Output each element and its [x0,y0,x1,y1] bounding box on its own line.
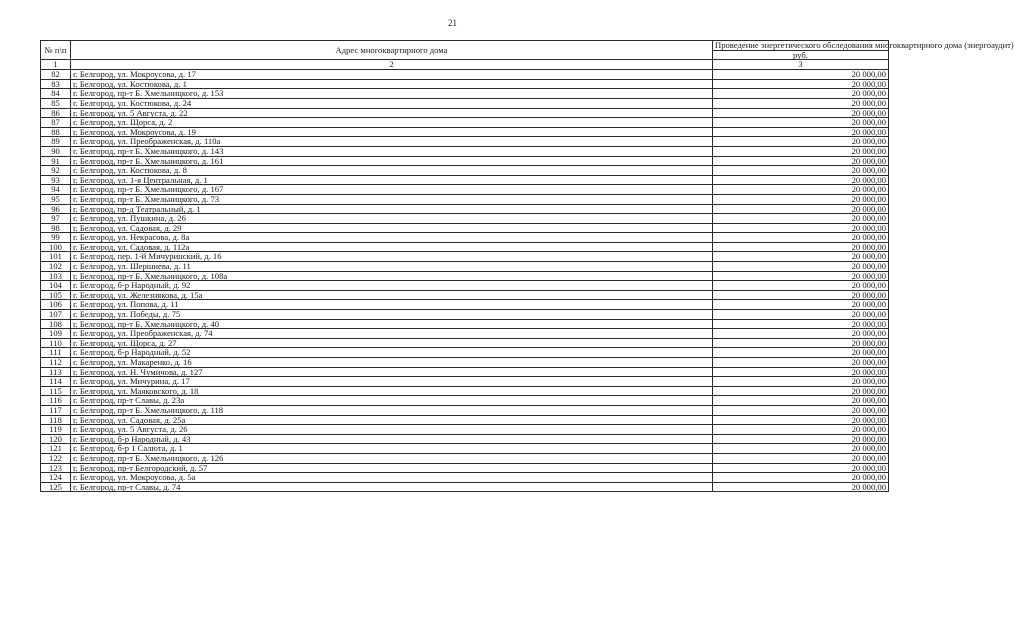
row-number: 102 [41,262,71,272]
row-address: г. Белгород, ул. Мичурина, д. 17 [71,377,713,387]
row-number: 97 [41,214,71,224]
row-number: 88 [41,127,71,137]
row-address: г. Белгород, ул. Пушкина, д. 26 [71,214,713,224]
row-address: г. Белгород, ул. Мокроусова, д. 19 [71,127,713,137]
table-row [41,377,889,387]
row-value: 20 000,00 [713,425,889,435]
row-address: г. Белгород, б-р Народный, д. 52 [71,348,713,358]
row-number: 105 [41,290,71,300]
header-address: Адрес многоквартирного дома [71,41,713,60]
buildings-table [40,40,1014,492]
row-address: г. Белгород, пр-т Б. Хмельницкого, д. 108а [71,271,713,281]
row-address: г. Белгород, ул. Макаренко, д. 16 [71,358,713,368]
row-value: 20 000,00 [713,252,889,262]
row-value: 20 000,00 [713,300,889,310]
row-address: г. Белгород, б-р Народный, д. 92 [71,281,713,291]
row-number: 124 [41,473,71,483]
row-address: г. Белгород, б-р Народный, д. 43 [71,434,713,444]
row-value: 20 000,00 [713,79,889,89]
row-value: 20 000,00 [713,415,889,425]
row-address: г. Белгород, пр-т Б. Хмельницкого, д. 40 [71,319,713,329]
row-number: 84 [41,89,71,99]
table-row [41,281,889,291]
row-number: 117 [41,405,71,415]
row-address: г. Белгород, ул. Мокроусова, д. 5а [71,473,713,483]
row-value: 20 000,00 [713,271,889,281]
row-address: г. Белгород, ул. Мокроусова, д. 17 [71,70,713,80]
column-index-row [41,60,889,70]
row-address: г. Белгород, пр-т Б. Хмельницкого, д. 73 [71,194,713,204]
row-address: г. Белгород, пр-т Славы, д. 74 [71,482,713,492]
row-address: г. Белгород, ул. Преображенская, д. 74 [71,329,713,339]
row-address: г. Белгород, б-р 1 Салюта, д. 1 [71,444,713,454]
table-row [41,453,889,463]
row-address: г. Белгород, ул. Попова, д. 11 [71,300,713,310]
row-number: 109 [41,329,71,339]
row-number: 82 [41,70,71,80]
table-row [41,358,889,368]
row-address: г. Белгород, пр-т Б. Хмельницкого, д. 161 [71,156,713,166]
row-number: 99 [41,233,71,243]
row-address: г. Белгород, пр-т Б. Хмельницкого, д. 126 [71,453,713,463]
row-value: 20 000,00 [713,194,889,204]
row-address: г. Белгород, пр-т Б. Хмельницкого, д. 167 [71,185,713,195]
row-number: 122 [41,453,71,463]
row-value: 20 000,00 [713,367,889,377]
table-header-row [41,41,889,51]
row-number: 114 [41,377,71,387]
row-address: г. Белгород, ул. 1-я Центральная, д. 1 [71,175,713,185]
row-number: 111 [41,348,71,358]
row-value: 20 000,00 [713,329,889,339]
row-number: 85 [41,98,71,108]
row-value: 20 000,00 [713,89,889,99]
row-value: 20 000,00 [713,156,889,166]
row-address: г. Белгород, ул. Костюкова, д. 8 [71,166,713,176]
row-address: г. Белгород, ул. Н. Чумичова, д. 127 [71,367,713,377]
row-value: 20 000,00 [713,405,889,415]
row-value: 20 000,00 [713,175,889,185]
table-row [41,166,889,176]
row-address: г. Белгород, пр-т Б. Хмельницкого, д. 143 [71,146,713,156]
row-address: г. Белгород, пр-т Славы, д. 23а [71,396,713,406]
row-number: 86 [41,108,71,118]
row-number: 87 [41,118,71,128]
row-value: 20 000,00 [713,377,889,387]
table-row [41,118,889,128]
row-number: 116 [41,396,71,406]
table-body [41,70,889,492]
row-address: г. Белгород, пр-т Б. Хмельницкого, д. 118 [71,405,713,415]
row-number: 94 [41,185,71,195]
row-value: 20 000,00 [713,70,889,80]
row-address: г. Белгород, ул. Преображенская, д. 110а [71,137,713,147]
header-number: № п\п [41,41,71,60]
row-number: 101 [41,252,71,262]
row-value: 20 000,00 [713,482,889,492]
row-number: 91 [41,156,71,166]
row-address: г. Белгород, пер. 1-й Мичуринский, д. 16 [71,252,713,262]
row-address: г. Белгород, ул. Шершнева, д. 11 [71,262,713,272]
row-number: 89 [41,137,71,147]
row-address: г. Белгород, ул. 5 Августа, д. 22 [71,108,713,118]
row-value: 20 000,00 [713,463,889,473]
table-row [41,405,889,415]
row-value: 20 000,00 [713,338,889,348]
row-address: г. Белгород, ул. Железнякова, д. 15а [71,290,713,300]
table-row [41,214,889,224]
row-number: 125 [41,482,71,492]
row-address: г. Белгород, ул. Щорса, д. 2 [71,118,713,128]
table-row [41,482,889,492]
row-value: 20 000,00 [713,396,889,406]
row-value: 20 000,00 [713,137,889,147]
row-value: 20 000,00 [713,185,889,195]
row-value: 20 000,00 [713,98,889,108]
row-value: 20 000,00 [713,204,889,214]
row-value: 20 000,00 [713,118,889,128]
row-number: 123 [41,463,71,473]
row-address: г. Белгород, пр-т Б. Хмельницкого, д. 153 [71,89,713,99]
row-number: 107 [41,310,71,320]
row-value: 20 000,00 [713,262,889,272]
table-row [41,444,889,454]
row-address: г. Белгород, ул. Садовая, д. 29 [71,223,713,233]
row-address: г. Белгород, ул. Садовая, д. 112а [71,242,713,252]
table-row [41,310,889,320]
row-value: 20 000,00 [713,242,889,252]
table-row [41,70,889,80]
row-number: 115 [41,386,71,396]
row-number: 118 [41,415,71,425]
row-value: 20 000,00 [713,310,889,320]
row-number: 83 [41,79,71,89]
table-row [41,146,889,156]
table-row [41,262,889,272]
row-number: 96 [41,204,71,214]
row-value: 20 000,00 [713,386,889,396]
row-number: 108 [41,319,71,329]
table-row [41,425,889,435]
table-row [41,98,889,108]
row-address: г. Белгород, ул. Маяковского, д. 18 [71,386,713,396]
row-number: 98 [41,223,71,233]
row-number: 112 [41,358,71,368]
table-row [41,137,889,147]
column-index-3: 3 [713,60,889,70]
row-address: г. Белгород, ул. Щорса, д. 27 [71,338,713,348]
row-address: г. Белгород, ул. Победы, д. 75 [71,310,713,320]
row-number: 113 [41,367,71,377]
row-value: 20 000,00 [713,348,889,358]
header-unit: руб. [713,50,889,60]
row-value: 20 000,00 [713,434,889,444]
row-number: 119 [41,425,71,435]
row-value: 20 000,00 [713,223,889,233]
row-number: 110 [41,338,71,348]
row-address: г. Белгород, ул. Костюкова, д. 1 [71,79,713,89]
row-value: 20 000,00 [713,290,889,300]
row-address: г. Белгород, ул. Костюкова, д. 24 [71,98,713,108]
row-number: 95 [41,194,71,204]
row-number: 120 [41,434,71,444]
row-value: 20 000,00 [713,166,889,176]
row-address: г. Белгород, пр-т Белгородский, д. 57 [71,463,713,473]
row-number: 103 [41,271,71,281]
row-value: 20 000,00 [713,319,889,329]
header-cost: Проведение энергетического обследования многоквартирного дома (энергоаудит) [713,41,889,51]
row-value: 20 000,00 [713,233,889,243]
row-number: 121 [41,444,71,454]
table-row [41,329,889,339]
row-number: 90 [41,146,71,156]
table-row [41,473,889,483]
row-address: г. Белгород, ул. 5 Августа, д. 26 [71,425,713,435]
table-row [41,185,889,195]
row-number: 106 [41,300,71,310]
row-value: 20 000,00 [713,214,889,224]
row-number: 104 [41,281,71,291]
row-number: 100 [41,242,71,252]
row-value: 20 000,00 [713,473,889,483]
page-number: 21 [448,18,457,28]
column-index-1: 1 [41,60,71,70]
row-value: 20 000,00 [713,444,889,454]
row-value: 20 000,00 [713,453,889,463]
row-value: 20 000,00 [713,108,889,118]
row-value: 20 000,00 [713,358,889,368]
row-value: 20 000,00 [713,127,889,137]
row-address: г. Белгород, пр-д Театральный, д. 1 [71,204,713,214]
row-number: 93 [41,175,71,185]
row-number: 92 [41,166,71,176]
table-row [41,233,889,243]
row-address: г. Белгород, ул. Садовая, д. 25а [71,415,713,425]
table-row [41,194,889,204]
row-address: г. Белгород, ул. Некрасова, д. 8а [71,233,713,243]
column-index-2: 2 [71,60,713,70]
row-value: 20 000,00 [713,146,889,156]
row-value: 20 000,00 [713,281,889,291]
